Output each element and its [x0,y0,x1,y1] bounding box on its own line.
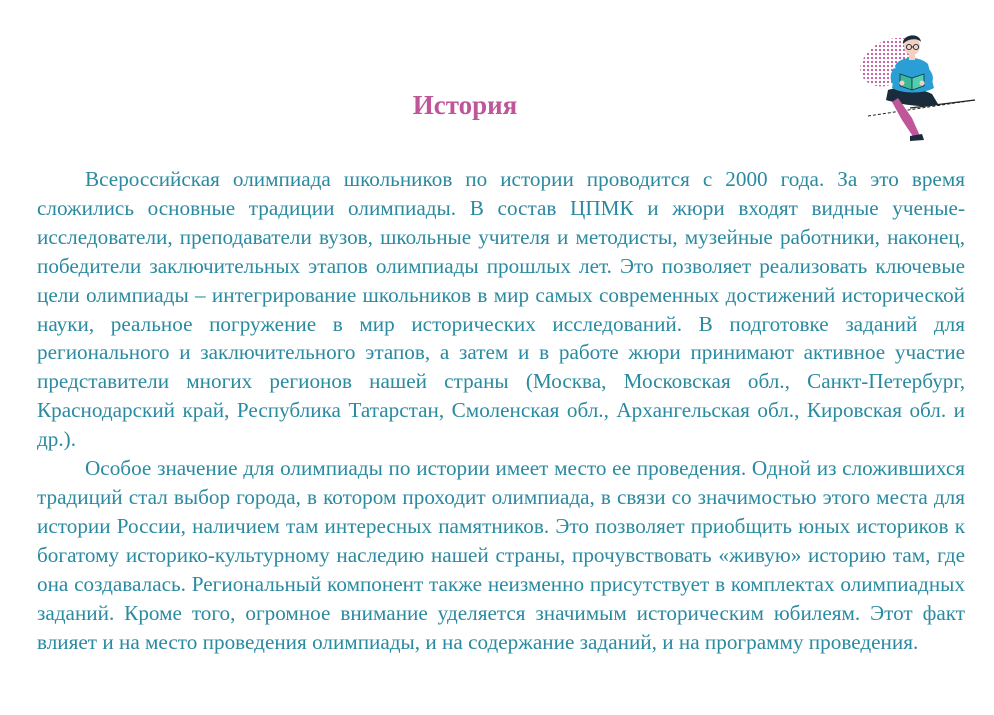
paragraph-1: Всероссийская олимпиада школьников по истории проводится с 2000 года. За это время сложились основные традиции олимпиады. В состав ЦПМК и жюри входят видные ученые-исследователи, преподаватели вузов, школьные учителя и методисты, музейные работники, наконец, победители заключительных этапов олимпиады прошлых лет. Это позволяет реализовать ключевые цели олимпиады – интегрирование школьников в мир самых современных достижений исторической науки, реальное погружение в мир исторических исследований. В подготовке заданий для регионального и заключительного этапов, а затем и в работе жюри принимают активное участие представители многих регионов нашей страны (Москва, Московская обл., Санкт-Петербург, Краснодарский край, Республика Татарстан, Смоленская обл., Архангельская обл., Кировская обл. и др.). [37,167,965,452]
body-text [37,165,965,656]
page-title: История [412,90,518,120]
reading-person-illustration-icon [850,28,980,148]
paragraph-2: Особое значение для олимпиады по истории имеет место ее проведения. Одной из сложившихся традиций стал выбор города, в котором проходит олимпиада, в связи со значимостью этого места для истории России, наличием там интересных памятников. Это позволяет приобщить юных историков к богатому историко-культурному наследию нашей страны, прочувствовать «живую» историю там, где она создавалась. Региональный компонент также неизменно присутствует в комплектах олимпиадных заданий. Кроме того, огромное внимание уделяется значимым историческим юбилеям. Этот факт влияет и на место проведения олимпиады, и на содержание заданий, и на программу проведения. [37,456,965,654]
